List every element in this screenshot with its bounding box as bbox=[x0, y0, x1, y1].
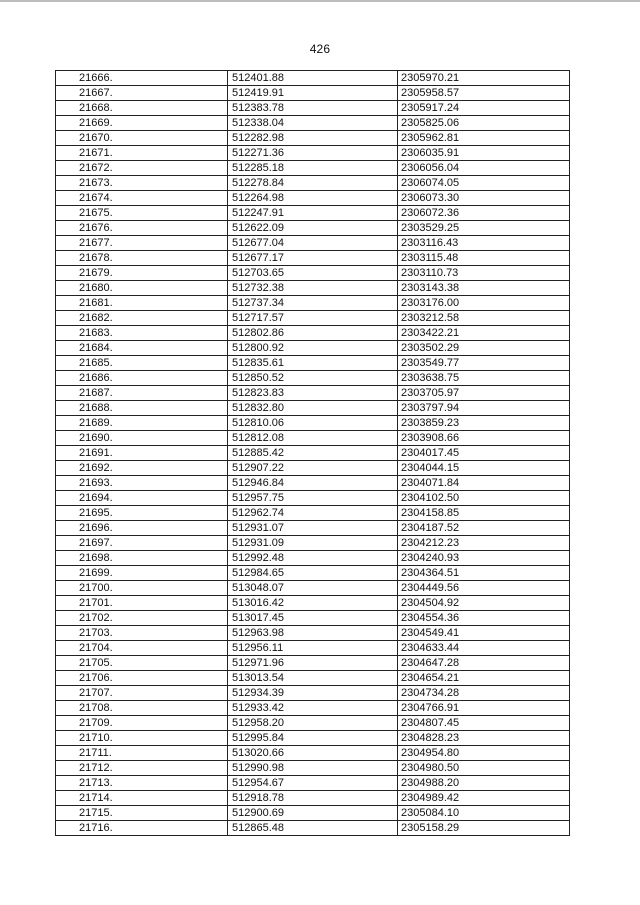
table-row bbox=[56, 326, 570, 341]
point-number-cell: 21666. bbox=[56, 71, 228, 86]
table-row bbox=[56, 416, 570, 431]
table-row bbox=[56, 656, 570, 671]
point-number-cell: 21697. bbox=[56, 536, 228, 551]
point-number-cell: 21678. bbox=[56, 251, 228, 266]
table-row bbox=[56, 281, 570, 296]
point-number-cell: 21668. bbox=[56, 101, 228, 116]
x-coordinate-cell: 513013.54 bbox=[228, 671, 398, 686]
y-coordinate-cell: 2303638.75 bbox=[398, 371, 570, 386]
x-coordinate-cell: 512832.80 bbox=[228, 401, 398, 416]
table-row bbox=[56, 461, 570, 476]
x-coordinate-cell: 512717.57 bbox=[228, 311, 398, 326]
x-coordinate-cell: 512835.61 bbox=[228, 356, 398, 371]
point-number-cell: 21712. bbox=[56, 761, 228, 776]
y-coordinate-cell: 2303908.66 bbox=[398, 431, 570, 446]
point-number-cell: 21716. bbox=[56, 821, 228, 836]
point-number-cell: 21705. bbox=[56, 656, 228, 671]
table-row bbox=[56, 266, 570, 281]
table-row bbox=[56, 356, 570, 371]
table-row bbox=[56, 146, 570, 161]
table-row bbox=[56, 701, 570, 716]
point-number-cell: 21701. bbox=[56, 596, 228, 611]
x-coordinate-cell: 512885.42 bbox=[228, 446, 398, 461]
table-row bbox=[56, 536, 570, 551]
coordinates-table-body bbox=[56, 71, 570, 836]
point-number-cell: 21676. bbox=[56, 221, 228, 236]
y-coordinate-cell: 2303502.29 bbox=[398, 341, 570, 356]
x-coordinate-cell: 512401.88 bbox=[228, 71, 398, 86]
x-coordinate-cell: 512956.11 bbox=[228, 641, 398, 656]
point-number-cell: 21707. bbox=[56, 686, 228, 701]
point-number-cell: 21711. bbox=[56, 746, 228, 761]
table-row bbox=[56, 116, 570, 131]
point-number-cell: 21679. bbox=[56, 266, 228, 281]
y-coordinate-cell: 2304102.50 bbox=[398, 491, 570, 506]
table-row bbox=[56, 761, 570, 776]
point-number-cell: 21695. bbox=[56, 506, 228, 521]
y-coordinate-cell: 2303549.77 bbox=[398, 356, 570, 371]
y-coordinate-cell: 2304734.28 bbox=[398, 686, 570, 701]
y-coordinate-cell: 2304766.91 bbox=[398, 701, 570, 716]
y-coordinate-cell: 2303110.73 bbox=[398, 266, 570, 281]
point-number-cell: 21703. bbox=[56, 626, 228, 641]
x-coordinate-cell: 512810.06 bbox=[228, 416, 398, 431]
y-coordinate-cell: 2305958.57 bbox=[398, 86, 570, 101]
y-coordinate-cell: 2304071.84 bbox=[398, 476, 570, 491]
y-coordinate-cell: 2305825.06 bbox=[398, 116, 570, 131]
y-coordinate-cell: 2306056.04 bbox=[398, 161, 570, 176]
point-number-cell: 21677. bbox=[56, 236, 228, 251]
x-coordinate-cell: 513020.66 bbox=[228, 746, 398, 761]
point-number-cell: 21671. bbox=[56, 146, 228, 161]
table-row bbox=[56, 551, 570, 566]
x-coordinate-cell: 512957.75 bbox=[228, 491, 398, 506]
coordinates-table bbox=[55, 70, 570, 836]
table-row bbox=[56, 566, 570, 581]
table-row bbox=[56, 581, 570, 596]
x-coordinate-cell: 512802.86 bbox=[228, 326, 398, 341]
x-coordinate-cell: 512931.07 bbox=[228, 521, 398, 536]
table-row bbox=[56, 221, 570, 236]
y-coordinate-cell: 2305970.21 bbox=[398, 71, 570, 86]
y-coordinate-cell: 2304554.36 bbox=[398, 611, 570, 626]
y-coordinate-cell: 2303116.43 bbox=[398, 236, 570, 251]
point-number-cell: 21687. bbox=[56, 386, 228, 401]
table-row bbox=[56, 506, 570, 521]
table-row bbox=[56, 386, 570, 401]
y-coordinate-cell: 2304449.56 bbox=[398, 581, 570, 596]
point-number-cell: 21713. bbox=[56, 776, 228, 791]
point-number-cell: 21669. bbox=[56, 116, 228, 131]
point-number-cell: 21686. bbox=[56, 371, 228, 386]
point-number-cell: 21709. bbox=[56, 716, 228, 731]
y-coordinate-cell: 2304989.42 bbox=[398, 791, 570, 806]
point-number-cell: 21691. bbox=[56, 446, 228, 461]
x-coordinate-cell: 512954.67 bbox=[228, 776, 398, 791]
y-coordinate-cell: 2304988.20 bbox=[398, 776, 570, 791]
top-border-line bbox=[0, 0, 640, 2]
table-row bbox=[56, 596, 570, 611]
point-number-cell: 21685. bbox=[56, 356, 228, 371]
point-number-cell: 21692. bbox=[56, 461, 228, 476]
x-coordinate-cell: 512933.42 bbox=[228, 701, 398, 716]
y-coordinate-cell: 2304187.52 bbox=[398, 521, 570, 536]
y-coordinate-cell: 2304044.15 bbox=[398, 461, 570, 476]
point-number-cell: 21670. bbox=[56, 131, 228, 146]
point-number-cell: 21702. bbox=[56, 611, 228, 626]
point-number-cell: 21704. bbox=[56, 641, 228, 656]
table-row bbox=[56, 71, 570, 86]
x-coordinate-cell: 512247.91 bbox=[228, 206, 398, 221]
point-number-cell: 21698. bbox=[56, 551, 228, 566]
y-coordinate-cell: 2303176.00 bbox=[398, 296, 570, 311]
table-row bbox=[56, 101, 570, 116]
y-coordinate-cell: 2303422.21 bbox=[398, 326, 570, 341]
point-number-cell: 21673. bbox=[56, 176, 228, 191]
table-row bbox=[56, 611, 570, 626]
point-number-cell: 21693. bbox=[56, 476, 228, 491]
y-coordinate-cell: 2304807.45 bbox=[398, 716, 570, 731]
x-coordinate-cell: 512907.22 bbox=[228, 461, 398, 476]
x-coordinate-cell: 512737.34 bbox=[228, 296, 398, 311]
y-coordinate-cell: 2304549.41 bbox=[398, 626, 570, 641]
y-coordinate-cell: 2304017.45 bbox=[398, 446, 570, 461]
y-coordinate-cell: 2304364.51 bbox=[398, 566, 570, 581]
y-coordinate-cell: 2305158.29 bbox=[398, 821, 570, 836]
table-row bbox=[56, 371, 570, 386]
table-row bbox=[56, 491, 570, 506]
y-coordinate-cell: 2304647.28 bbox=[398, 656, 570, 671]
x-coordinate-cell: 512984.65 bbox=[228, 566, 398, 581]
x-coordinate-cell: 512900.69 bbox=[228, 806, 398, 821]
point-number-cell: 21696. bbox=[56, 521, 228, 536]
x-coordinate-cell: 512962.74 bbox=[228, 506, 398, 521]
x-coordinate-cell: 512823.83 bbox=[228, 386, 398, 401]
y-coordinate-cell: 2304212.23 bbox=[398, 536, 570, 551]
point-number-cell: 21680. bbox=[56, 281, 228, 296]
x-coordinate-cell: 512383.78 bbox=[228, 101, 398, 116]
y-coordinate-cell: 2305962.81 bbox=[398, 131, 570, 146]
x-coordinate-cell: 512971.96 bbox=[228, 656, 398, 671]
x-coordinate-cell: 512419.91 bbox=[228, 86, 398, 101]
x-coordinate-cell: 512865.48 bbox=[228, 821, 398, 836]
table-row bbox=[56, 86, 570, 101]
x-coordinate-cell: 513016.42 bbox=[228, 596, 398, 611]
table-row bbox=[56, 626, 570, 641]
point-number-cell: 21714. bbox=[56, 791, 228, 806]
y-coordinate-cell: 2304633.44 bbox=[398, 641, 570, 656]
y-coordinate-cell: 2306035.91 bbox=[398, 146, 570, 161]
y-coordinate-cell: 2304980.50 bbox=[398, 761, 570, 776]
point-number-cell: 21710. bbox=[56, 731, 228, 746]
y-coordinate-cell: 2306073.30 bbox=[398, 191, 570, 206]
point-number-cell: 21667. bbox=[56, 86, 228, 101]
point-number-cell: 21672. bbox=[56, 161, 228, 176]
page-number: 426 bbox=[309, 42, 331, 56]
x-coordinate-cell: 512703.65 bbox=[228, 266, 398, 281]
x-coordinate-cell: 512622.09 bbox=[228, 221, 398, 236]
x-coordinate-cell: 513048.07 bbox=[228, 581, 398, 596]
x-coordinate-cell: 512931.09 bbox=[228, 536, 398, 551]
point-number-cell: 21675. bbox=[56, 206, 228, 221]
x-coordinate-cell: 512338.04 bbox=[228, 116, 398, 131]
point-number-cell: 21700. bbox=[56, 581, 228, 596]
y-coordinate-cell: 2306072.36 bbox=[398, 206, 570, 221]
table-row bbox=[56, 806, 570, 821]
table-row bbox=[56, 476, 570, 491]
table-row bbox=[56, 791, 570, 806]
y-coordinate-cell: 2306074.05 bbox=[398, 176, 570, 191]
y-coordinate-cell: 2304654.21 bbox=[398, 671, 570, 686]
x-coordinate-cell: 512918.78 bbox=[228, 791, 398, 806]
x-coordinate-cell: 512800.92 bbox=[228, 341, 398, 356]
x-coordinate-cell: 512812.08 bbox=[228, 431, 398, 446]
x-coordinate-cell: 512995.84 bbox=[228, 731, 398, 746]
table-row bbox=[56, 401, 570, 416]
point-number-cell: 21708. bbox=[56, 701, 228, 716]
point-number-cell: 21706. bbox=[56, 671, 228, 686]
y-coordinate-cell: 2303529.25 bbox=[398, 221, 570, 236]
table-row bbox=[56, 296, 570, 311]
point-number-cell: 21715. bbox=[56, 806, 228, 821]
x-coordinate-cell: 512285.18 bbox=[228, 161, 398, 176]
y-coordinate-cell: 2303212.58 bbox=[398, 311, 570, 326]
point-number-cell: 21682. bbox=[56, 311, 228, 326]
table-row bbox=[56, 251, 570, 266]
y-coordinate-cell: 2304504.92 bbox=[398, 596, 570, 611]
table-row bbox=[56, 431, 570, 446]
table-row bbox=[56, 731, 570, 746]
y-coordinate-cell: 2303115.48 bbox=[398, 251, 570, 266]
table-row bbox=[56, 236, 570, 251]
table-row bbox=[56, 716, 570, 731]
y-coordinate-cell: 2305917.24 bbox=[398, 101, 570, 116]
y-coordinate-cell: 2303859.23 bbox=[398, 416, 570, 431]
y-coordinate-cell: 2303797.94 bbox=[398, 401, 570, 416]
x-coordinate-cell: 512946.84 bbox=[228, 476, 398, 491]
table-row bbox=[56, 191, 570, 206]
point-number-cell: 21688. bbox=[56, 401, 228, 416]
x-coordinate-cell: 512677.17 bbox=[228, 251, 398, 266]
y-coordinate-cell: 2303143.38 bbox=[398, 281, 570, 296]
table-row bbox=[56, 671, 570, 686]
x-coordinate-cell: 513017.45 bbox=[228, 611, 398, 626]
table-row bbox=[56, 206, 570, 221]
table-row bbox=[56, 746, 570, 761]
point-number-cell: 21674. bbox=[56, 191, 228, 206]
table-row bbox=[56, 161, 570, 176]
x-coordinate-cell: 512963.98 bbox=[228, 626, 398, 641]
point-number-cell: 21699. bbox=[56, 566, 228, 581]
table-row bbox=[56, 176, 570, 191]
y-coordinate-cell: 2304240.93 bbox=[398, 551, 570, 566]
y-coordinate-cell: 2304954.80 bbox=[398, 746, 570, 761]
x-coordinate-cell: 512990.98 bbox=[228, 761, 398, 776]
table-row bbox=[56, 131, 570, 146]
x-coordinate-cell: 512264.98 bbox=[228, 191, 398, 206]
y-coordinate-cell: 2303705.97 bbox=[398, 386, 570, 401]
table-row bbox=[56, 641, 570, 656]
y-coordinate-cell: 2304158.85 bbox=[398, 506, 570, 521]
x-coordinate-cell: 512850.52 bbox=[228, 371, 398, 386]
table-row bbox=[56, 341, 570, 356]
x-coordinate-cell: 512958.20 bbox=[228, 716, 398, 731]
point-number-cell: 21683. bbox=[56, 326, 228, 341]
x-coordinate-cell: 512992.48 bbox=[228, 551, 398, 566]
table-row bbox=[56, 446, 570, 461]
x-coordinate-cell: 512934.39 bbox=[228, 686, 398, 701]
x-coordinate-cell: 512278.84 bbox=[228, 176, 398, 191]
point-number-cell: 21681. bbox=[56, 296, 228, 311]
y-coordinate-cell: 2304828.23 bbox=[398, 731, 570, 746]
table-row bbox=[56, 776, 570, 791]
x-coordinate-cell: 512732.38 bbox=[228, 281, 398, 296]
x-coordinate-cell: 512271.36 bbox=[228, 146, 398, 161]
table-row bbox=[56, 686, 570, 701]
table-row bbox=[56, 521, 570, 536]
table-row bbox=[56, 821, 570, 836]
x-coordinate-cell: 512677.04 bbox=[228, 236, 398, 251]
table-row bbox=[56, 311, 570, 326]
point-number-cell: 21684. bbox=[56, 341, 228, 356]
point-number-cell: 21690. bbox=[56, 431, 228, 446]
point-number-cell: 21689. bbox=[56, 416, 228, 431]
x-coordinate-cell: 512282.98 bbox=[228, 131, 398, 146]
y-coordinate-cell: 2305084.10 bbox=[398, 806, 570, 821]
point-number-cell: 21694. bbox=[56, 491, 228, 506]
